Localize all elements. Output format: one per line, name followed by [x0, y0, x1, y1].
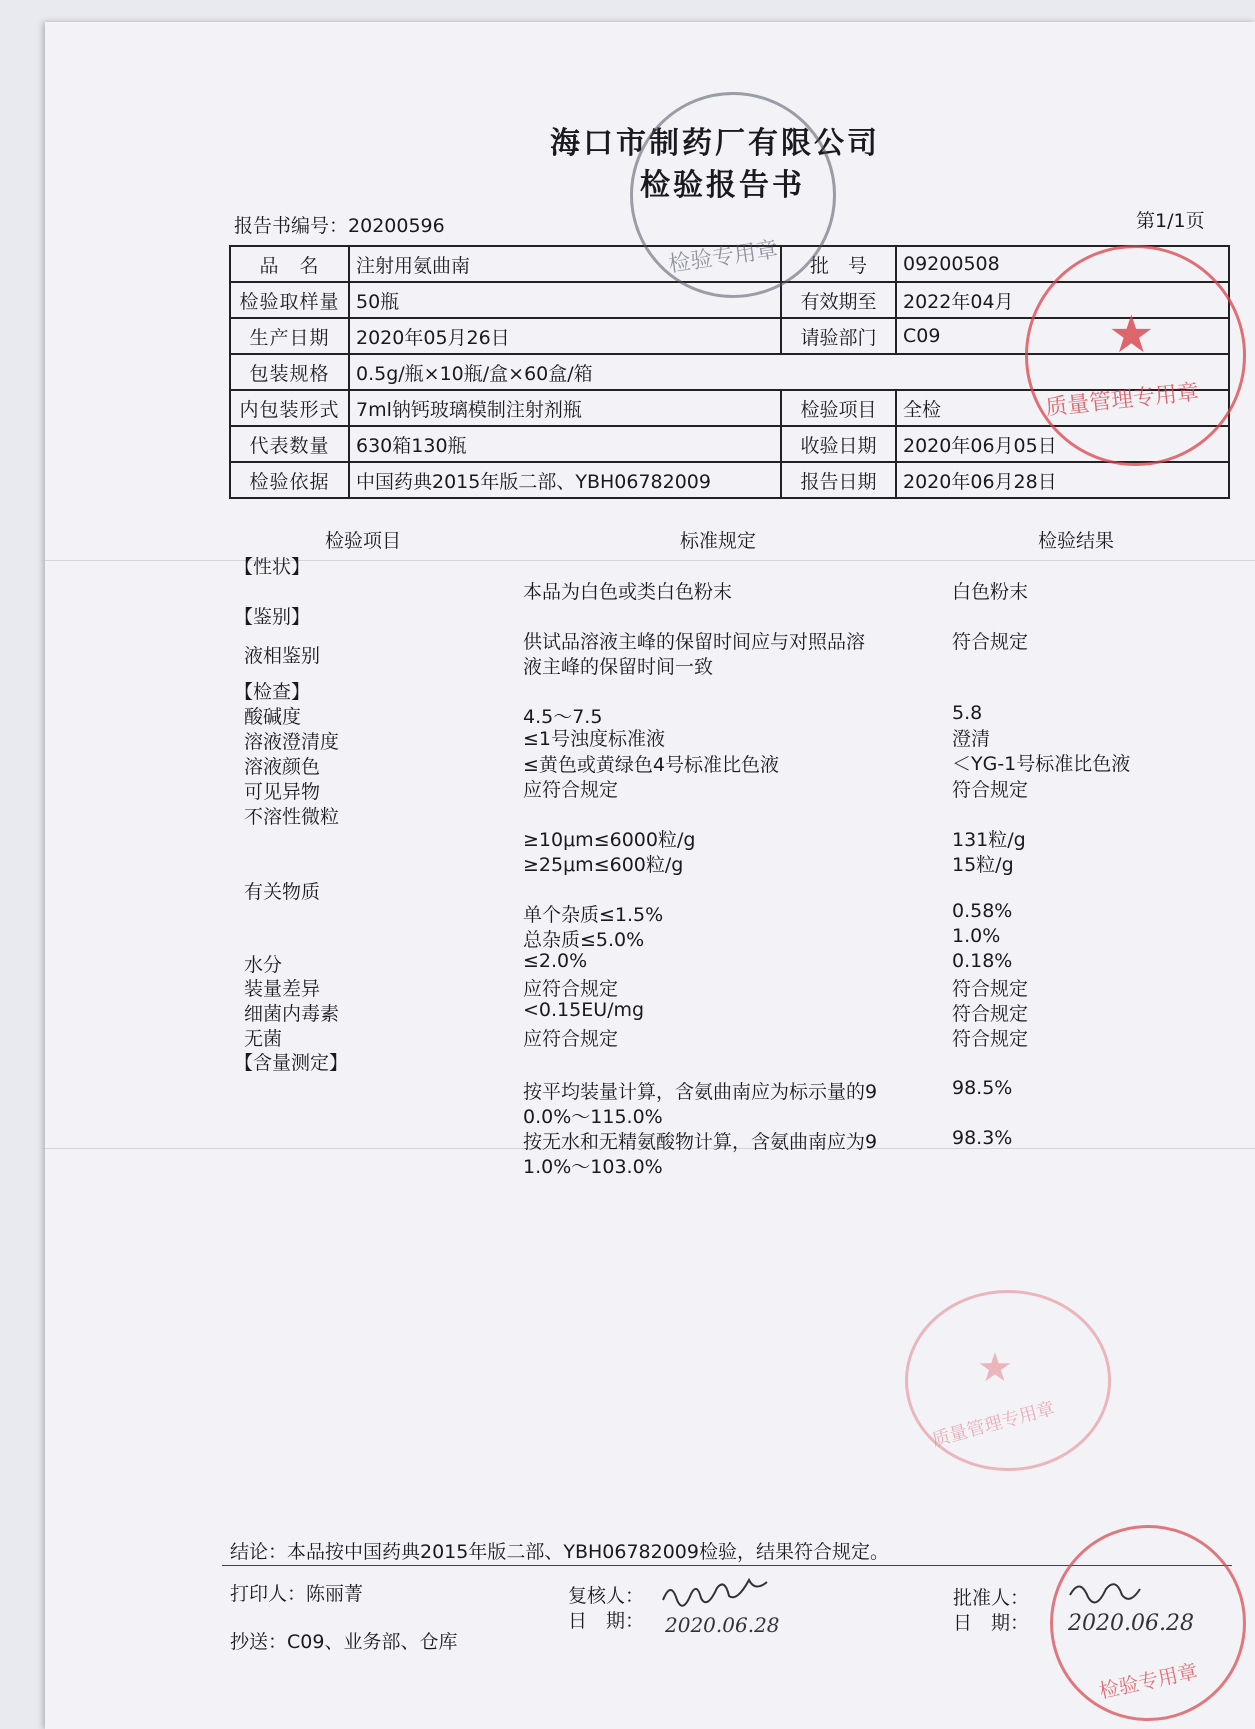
section-appearance: 【性状】 [234, 556, 311, 578]
stamp-star-icon: ★ [977, 1345, 1013, 1391]
document-title: 检验报告书 [640, 168, 805, 203]
res-assay1: 98.5% [952, 1077, 1013, 1099]
value-cell: 630箱130瓶 [349, 426, 781, 462]
reviewer-sign-date: 2020.06.28 [665, 1613, 780, 1637]
res-single-impurity: 0.58% [952, 900, 1013, 922]
page-indicator: 第1/1页 [1136, 210, 1205, 232]
res-particles-25: 15粒/g [952, 854, 1014, 876]
cc-list: 抄送：C09、业务部、仓库 [230, 1631, 458, 1653]
reviewer-label: 复核人： [568, 1585, 645, 1607]
res-sterility: 符合规定 [952, 1028, 1029, 1050]
label-cell: 品 名 [230, 246, 349, 282]
std-color: ≤黄色或黄绿色4号标准比色液 [523, 754, 780, 776]
value-cell: 全检 [896, 390, 1229, 426]
std-endotoxin: <0.15EU/mg [523, 999, 645, 1021]
value-cell: 2020年06月28日 [896, 462, 1229, 498]
item-related: 有关物质 [244, 881, 321, 903]
res-fill: 符合规定 [952, 978, 1029, 1000]
std-water: ≤2.0% [523, 950, 588, 972]
item-water: 水分 [244, 954, 283, 976]
section-tests: 【检查】 [234, 681, 311, 703]
item-endotoxin: 细菌内毒素 [244, 1003, 340, 1025]
label-cell: 检验取样量 [230, 282, 349, 318]
item-fill: 装量差异 [244, 978, 321, 1000]
res-clarity: 澄清 [952, 728, 991, 750]
res-particles-10: 131粒/g [952, 829, 1026, 851]
std-hplc-line2: 液主峰的保留时间一致 [523, 656, 714, 678]
report-number: 报告书编号：20200596 [234, 215, 445, 237]
item-clarity: 溶液澄清度 [244, 731, 340, 753]
std-single-impurity: 单个杂质≤1.5% [523, 904, 664, 926]
res-assay2: 98.3% [952, 1127, 1013, 1149]
value-cell: 注射用氨曲南 [349, 246, 781, 282]
label-cell: 检验依据 [230, 462, 349, 498]
std-hplc-line1: 供试品溶液主峰的保留时间应与对照品溶 [523, 631, 866, 653]
label-cell: 报告日期 [781, 462, 896, 498]
res-total-impurity: 1.0% [952, 925, 1001, 947]
res-visible: 符合规定 [952, 779, 1029, 801]
inspection-stamp-top-text: 检验专用章 [667, 237, 780, 278]
value-cell: 中国药典2015年版二部、YBH06782009 [349, 462, 781, 498]
approver-date-label: 日 期： [953, 1612, 1030, 1634]
std-assay2-line2: 1.0%～103.0% [523, 1156, 663, 1178]
value-cell: 2022年04月 [896, 282, 1229, 318]
reviewer-signature [655, 1570, 805, 1640]
value-cell: 09200508 [896, 246, 1229, 282]
item-hplc: 液相鉴别 [244, 645, 321, 667]
item-ph: 酸碱度 [244, 706, 302, 728]
std-total-impurity: 总杂质≤5.0% [523, 929, 645, 951]
std-ph: 4.5～7.5 [523, 706, 603, 728]
fold-line [45, 560, 1255, 561]
stamp-star-icon: ★ [1108, 305, 1155, 365]
res-hplc: 符合规定 [952, 631, 1029, 653]
value-cell: 50瓶 [349, 282, 781, 318]
company-name: 海口市制药厂有限公司 [550, 126, 880, 161]
value-cell: 2020年06月05日 [896, 426, 1229, 462]
res-ph: 5.8 [952, 702, 983, 724]
value-cell: 0.5g/瓶×10瓶/盒×60盒/箱 [349, 354, 1229, 390]
label-cell: 内包装形式 [230, 390, 349, 426]
std-clarity: ≤1号浊度标准液 [523, 728, 666, 750]
label-cell: 检验项目 [781, 390, 896, 426]
label-cell: 生产日期 [230, 318, 349, 354]
std-sterility: 应符合规定 [523, 1028, 619, 1050]
inspection-stamp-bottom-right-text: 检验专用章 [1096, 1658, 1200, 1704]
quality-stamp-middle-text: 质量管理专用章 [929, 1398, 1057, 1451]
res-water: 0.18% [952, 950, 1013, 972]
section-assay: 【含量测定】 [234, 1052, 349, 1074]
res-endotoxin: 符合规定 [952, 1003, 1029, 1025]
label-cell: 收验日期 [781, 426, 896, 462]
std-assay2-line1: 按无水和无精氨酸物计算，含氨曲南应为9 [523, 1131, 878, 1153]
label-cell: 批 号 [781, 246, 896, 282]
label-cell: 代表数量 [230, 426, 349, 462]
quality-stamp-top-right-text: 质量管理专用章 [1044, 380, 1201, 421]
std-fill: 应符合规定 [523, 978, 619, 1000]
item-visible: 可见异物 [244, 781, 321, 803]
item-color: 溶液颜色 [244, 756, 321, 778]
value-cell: 7ml钠钙玻璃模制注射剂瓶 [349, 390, 781, 426]
conclusion: 结论：本品按中国药典2015年版二部、YBH06782009检验，结果符合规定。 [230, 1541, 889, 1563]
std-assay1-line2: 0.0%～115.0% [523, 1106, 663, 1128]
label-cell: 包装规格 [230, 354, 349, 390]
std-visible: 应符合规定 [523, 779, 619, 801]
section-identification: 【鉴别】 [234, 606, 311, 628]
std-particles-10: ≥10μm≤6000粒/g [523, 829, 696, 851]
item-sterility: 无菌 [244, 1028, 283, 1050]
table-row [230, 462, 1229, 498]
value-cell: 2020年05月26日 [349, 318, 781, 354]
column-header-item: 检验项目 [325, 530, 402, 552]
approver-sign-date: 2020.06.28 [1068, 1611, 1194, 1636]
item-insoluble: 不溶性微粒 [244, 806, 340, 828]
res-color: ＜YG-1号标准比色液 [952, 753, 1131, 775]
printer: 打印人：陈丽菁 [230, 1583, 364, 1605]
approver-label: 批准人： [953, 1587, 1030, 1609]
label-cell: 有效期至 [781, 282, 896, 318]
reviewer-date-label: 日 期： [568, 1610, 645, 1632]
std-assay1-line1: 按平均装量计算，含氨曲南应为标示量的9 [523, 1081, 878, 1103]
res-appearance: 白色粉末 [952, 581, 1029, 603]
std-appearance: 本品为白色或类白色粉末 [523, 581, 733, 603]
std-particles-25: ≥25μm≤600粒/g [523, 854, 684, 876]
column-header-standard: 标准规定 [680, 530, 757, 552]
label-cell: 请验部门 [781, 318, 896, 354]
column-header-result: 检验结果 [1038, 530, 1115, 552]
value-cell: C09 [896, 318, 1229, 354]
